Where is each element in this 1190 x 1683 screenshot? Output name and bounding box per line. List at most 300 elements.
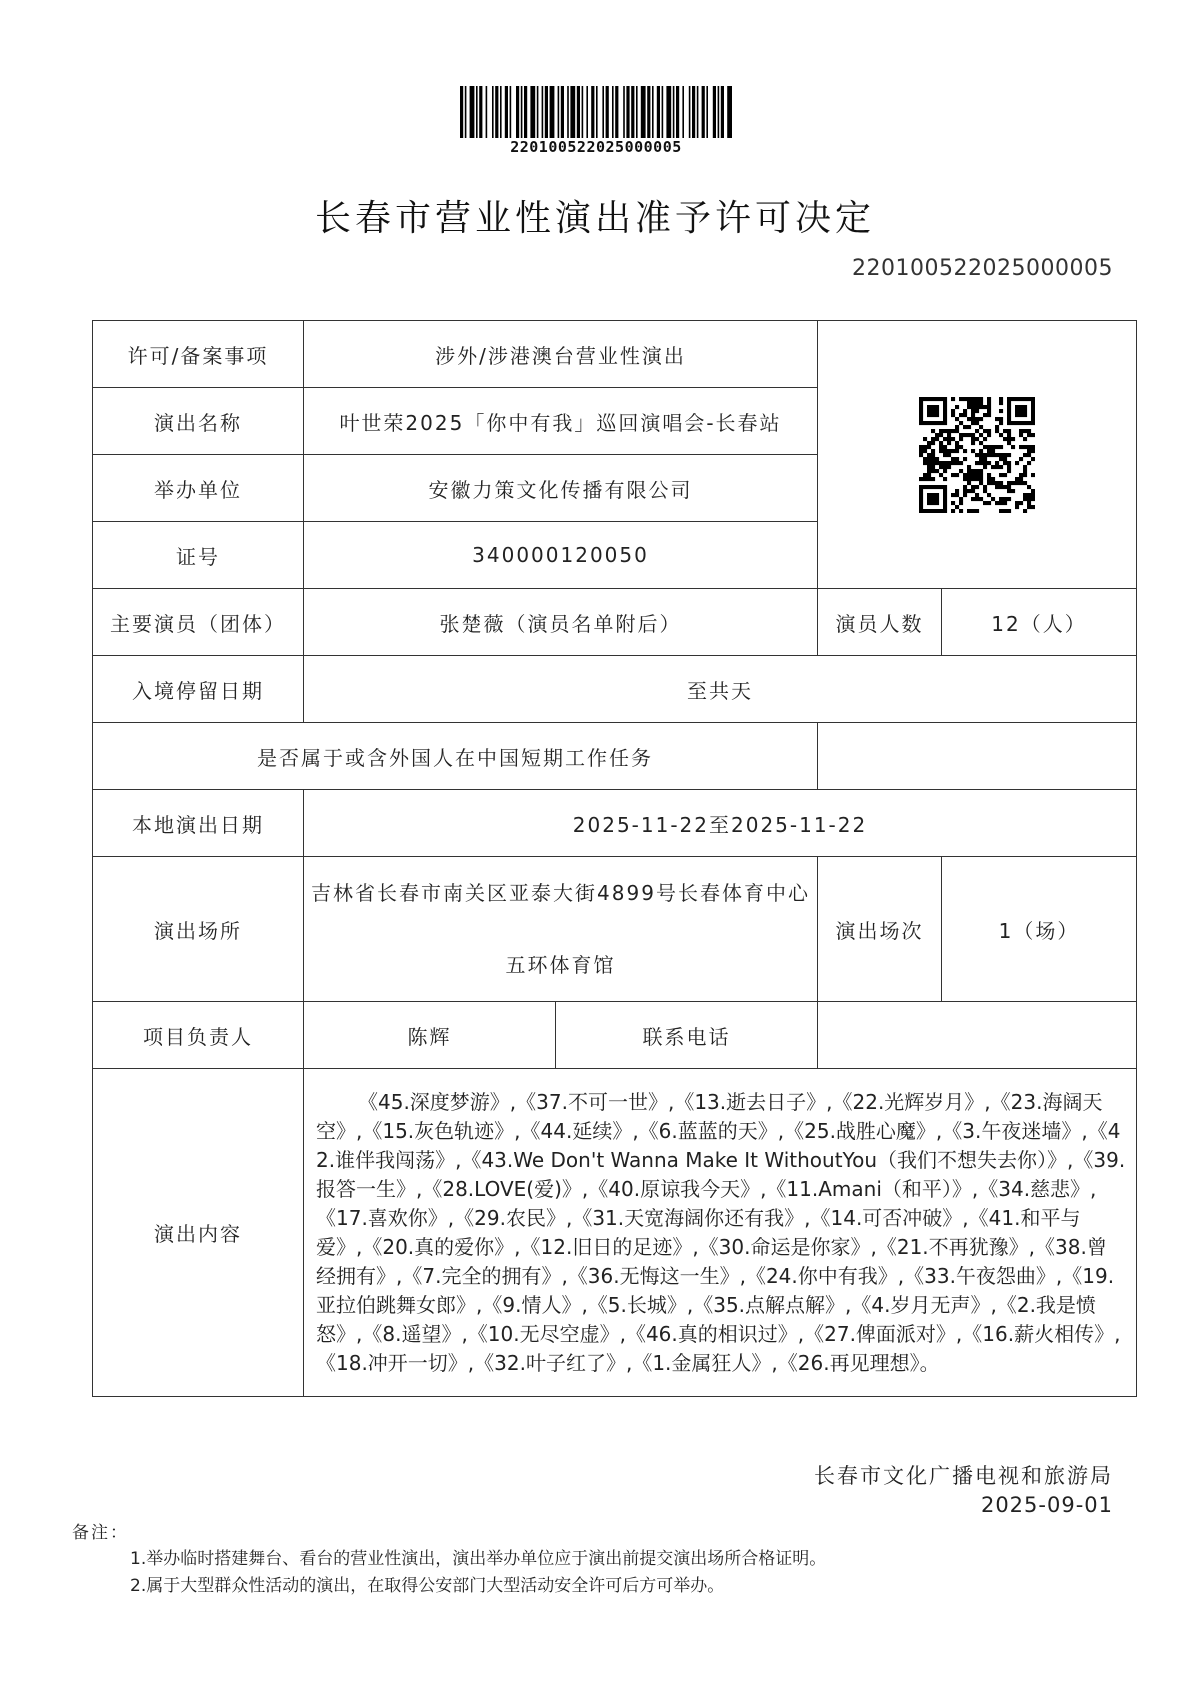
barcode-bar xyxy=(505,86,508,138)
qr-module xyxy=(963,425,967,429)
qr-finder-module xyxy=(943,485,947,489)
barcode-bar xyxy=(676,86,679,138)
qr-finder-module xyxy=(1031,421,1035,425)
qr-finder-module xyxy=(1007,397,1011,401)
qr-finder-module xyxy=(939,485,943,489)
qr-module xyxy=(999,401,1003,405)
qr-module xyxy=(979,497,983,501)
qr-module xyxy=(975,453,979,457)
qr-cell xyxy=(818,321,1137,589)
qr-finder-module xyxy=(943,489,947,493)
qr-module xyxy=(967,401,971,405)
qr-finder-module xyxy=(935,421,939,425)
qr-finder-module xyxy=(919,489,923,493)
qr-module xyxy=(1023,429,1027,433)
qr-module xyxy=(1003,453,1007,457)
qr-module xyxy=(1007,509,1011,513)
qr-finder-module xyxy=(927,405,931,409)
qr-module xyxy=(987,409,991,413)
qr-module xyxy=(943,449,947,453)
qr-module xyxy=(959,421,963,425)
qr-module xyxy=(951,413,955,417)
qr-finder-module xyxy=(1019,405,1023,409)
qr-module xyxy=(963,485,967,489)
qr-module xyxy=(983,413,987,417)
note-1: 1.举办临时搭建舞台、看台的营业性演出，演出举办单位应于演出前提交演出场所合格证明。 xyxy=(130,1549,827,1569)
qr-finder-module xyxy=(1015,405,1019,409)
qr-module xyxy=(995,425,999,429)
qr-module xyxy=(983,485,987,489)
qr-module xyxy=(1023,509,1027,513)
qr-module xyxy=(987,405,991,409)
qr-module xyxy=(1007,485,1011,489)
qr-module xyxy=(931,461,935,465)
qr-module xyxy=(955,505,959,509)
issue-date: 2025-09-01 xyxy=(980,1493,1113,1517)
qr-module xyxy=(1027,485,1031,489)
qr-module xyxy=(943,469,947,473)
qr-module xyxy=(999,453,1003,457)
qr-module xyxy=(955,461,959,465)
qr-module xyxy=(1003,429,1007,433)
qr-module xyxy=(979,457,983,461)
qr-module xyxy=(919,477,923,481)
barcode-bar xyxy=(577,86,580,138)
qr-finder-module xyxy=(943,497,947,501)
qr-module xyxy=(1007,453,1011,457)
qr-module xyxy=(939,433,943,437)
qr-finder-module xyxy=(919,401,923,405)
row-foreigner-work xyxy=(93,723,1137,790)
qr-module xyxy=(1007,469,1011,473)
qr-finder-module xyxy=(919,421,923,425)
qr-module xyxy=(951,509,955,513)
qr-module xyxy=(955,473,959,477)
qr-module xyxy=(971,497,975,501)
qr-module xyxy=(923,461,927,465)
qr-module xyxy=(951,449,955,453)
qr-module xyxy=(935,437,939,441)
qr-module xyxy=(975,437,979,441)
qr-module xyxy=(967,417,971,421)
qr-module xyxy=(1011,437,1015,441)
qr-module xyxy=(947,461,951,465)
qr-module xyxy=(971,413,975,417)
qr-module xyxy=(939,441,943,445)
qr-module xyxy=(999,457,1003,461)
qr-module xyxy=(979,433,983,437)
qr-module xyxy=(951,437,955,441)
qr-module xyxy=(995,461,999,465)
qr-module xyxy=(1015,505,1019,509)
qr-module xyxy=(935,469,939,473)
row-performers xyxy=(93,589,1137,656)
qr-module xyxy=(987,453,991,457)
qr-module xyxy=(991,477,995,481)
qr-module xyxy=(971,485,975,489)
barcode-bar xyxy=(673,86,675,138)
value-license: 340000120050 xyxy=(304,522,818,589)
qr-module xyxy=(987,477,991,481)
qr-module xyxy=(1027,505,1031,509)
qr-module xyxy=(1011,445,1015,449)
label-local-dates: 本地演出日期 xyxy=(93,790,304,857)
row-venue xyxy=(93,857,1137,1002)
barcode-bar xyxy=(612,86,614,138)
qr-module xyxy=(955,405,959,409)
qr-module xyxy=(931,453,935,457)
qr-module xyxy=(971,437,975,441)
qr-module xyxy=(955,445,959,449)
barcode-bar xyxy=(530,86,535,138)
qr-module xyxy=(919,453,923,457)
qr-module xyxy=(955,449,959,453)
barcode-bar xyxy=(567,86,569,138)
qr-module xyxy=(1003,457,1007,461)
qr-module xyxy=(1031,433,1035,437)
qr-finder-module xyxy=(919,397,923,401)
qr-finder-module xyxy=(919,409,923,413)
qr-finder-module xyxy=(943,421,947,425)
qr-module xyxy=(947,433,951,437)
label-permit-item: 许可/备案事项 xyxy=(93,321,304,388)
qr-module xyxy=(999,501,1003,505)
qr-finder-module xyxy=(931,409,935,413)
value-local-dates: 2025-11-22至2025-11-22 xyxy=(304,790,1137,857)
qr-module xyxy=(955,425,959,429)
qr-finder-module xyxy=(1023,421,1027,425)
qr-module xyxy=(947,441,951,445)
barcode-bar xyxy=(623,86,625,138)
qr-module xyxy=(959,501,963,505)
qr-module xyxy=(955,429,959,433)
qr-finder-module xyxy=(1015,421,1019,425)
qr-module xyxy=(1015,501,1019,505)
qr-module xyxy=(979,441,983,445)
qr-module xyxy=(943,445,947,449)
qr-module xyxy=(927,473,931,477)
qr-module xyxy=(987,461,991,465)
qr-module xyxy=(935,461,939,465)
qr-module xyxy=(979,469,983,473)
qr-module xyxy=(975,429,979,433)
qr-module xyxy=(979,461,983,465)
qr-module xyxy=(967,465,971,469)
qr-module xyxy=(967,489,971,493)
qr-module xyxy=(995,501,999,505)
qr-finder-module xyxy=(931,421,935,425)
qr-finder-module xyxy=(927,501,931,505)
qr-module xyxy=(1031,445,1035,449)
qr-module xyxy=(1019,445,1023,449)
qr-module xyxy=(983,429,987,433)
qr-finder-module xyxy=(939,397,943,401)
barcode-bar xyxy=(657,86,660,138)
qr-finder-module xyxy=(923,421,927,425)
qr-finder-module xyxy=(1007,421,1011,425)
qr-finder-module xyxy=(1019,421,1023,425)
qr-module xyxy=(1007,497,1011,501)
qr-module xyxy=(963,413,967,417)
qr-module xyxy=(975,509,979,513)
qr-module xyxy=(1023,473,1027,477)
qr-module xyxy=(975,409,979,413)
qr-module xyxy=(931,437,935,441)
qr-module xyxy=(951,457,955,461)
qr-finder-module xyxy=(919,505,923,509)
qr-module xyxy=(959,469,963,473)
qr-module xyxy=(1007,465,1011,469)
qr-module xyxy=(979,481,983,485)
qr-finder-module xyxy=(1007,417,1011,421)
qr-module xyxy=(1019,481,1023,485)
label-performer-count: 演员人数 xyxy=(818,589,942,656)
qr-module xyxy=(975,405,979,409)
qr-finder-module xyxy=(1007,409,1011,413)
qr-module xyxy=(951,501,955,505)
qr-module xyxy=(987,429,991,433)
document-title: 长春市营业性演出准予许可决定 xyxy=(314,198,875,239)
qr-module xyxy=(983,405,987,409)
qr-module xyxy=(983,461,987,465)
barcode-bar xyxy=(647,86,650,138)
qr-module xyxy=(975,477,979,481)
qr-finder-module xyxy=(931,413,935,417)
barcode xyxy=(458,86,734,138)
value-permit-item: 涉外/涉港澳台营业性演出 xyxy=(304,321,818,388)
qr-module xyxy=(975,417,979,421)
barcode-bar xyxy=(558,86,560,138)
qr-module xyxy=(975,401,979,405)
qr-finder-module xyxy=(935,485,939,489)
barcode-bar xyxy=(641,86,646,138)
qr-module xyxy=(1019,501,1023,505)
qr-module xyxy=(967,477,971,481)
qr-module xyxy=(999,473,1003,477)
qr-module xyxy=(975,497,979,501)
qr-module xyxy=(959,437,963,441)
qr-finder-module xyxy=(1031,409,1035,413)
qr-module xyxy=(1007,441,1011,445)
qr-finder-module xyxy=(943,501,947,505)
qr-module xyxy=(975,473,979,477)
qr-module xyxy=(931,469,935,473)
qr-module xyxy=(967,473,971,477)
qr-module xyxy=(1023,497,1027,501)
qr-module xyxy=(943,453,947,457)
barcode-bar xyxy=(682,86,684,138)
qr-finder-module xyxy=(919,493,923,497)
barcode-number: 220100522025000005 xyxy=(510,138,682,156)
qr-module xyxy=(1031,457,1035,461)
qr-module xyxy=(1027,497,1031,501)
qr-finder-module xyxy=(935,409,939,413)
qr-module xyxy=(939,465,943,469)
qr-module xyxy=(1003,497,1007,501)
qr-module xyxy=(947,429,951,433)
value-manager: 陈辉 xyxy=(304,1002,556,1069)
qr-finder-module xyxy=(943,409,947,413)
qr-module xyxy=(1011,481,1015,485)
barcode-bar xyxy=(706,86,708,138)
qr-module xyxy=(943,461,947,465)
qr-module xyxy=(987,493,991,497)
qr-module xyxy=(987,501,991,505)
qr-finder-module xyxy=(1031,413,1035,417)
qr-module xyxy=(999,417,1003,421)
qr-finder-module xyxy=(943,397,947,401)
qr-module xyxy=(1019,457,1023,461)
qr-module xyxy=(1007,489,1011,493)
qr-module xyxy=(927,445,931,449)
qr-module xyxy=(943,429,947,433)
row-permit-item xyxy=(93,321,1137,388)
qr-module xyxy=(923,477,927,481)
qr-module xyxy=(931,477,935,481)
qr-finder-module xyxy=(919,405,923,409)
qr-module xyxy=(987,413,991,417)
qr-module xyxy=(1027,501,1031,505)
qr-finder-module xyxy=(935,497,939,501)
barcode-bar xyxy=(570,86,575,138)
qr-finder-module xyxy=(919,497,923,501)
qr-finder-module xyxy=(1023,413,1027,417)
qr-finder-module xyxy=(1019,413,1023,417)
qr-module xyxy=(959,397,963,401)
qr-module xyxy=(1027,429,1031,433)
qr-module xyxy=(979,417,983,421)
qr-module xyxy=(987,397,991,401)
qr-module xyxy=(991,481,995,485)
issuing-agency: 长春市文化广播电视和旅游局 xyxy=(814,1464,1113,1488)
barcode-bar xyxy=(689,86,691,138)
qr-module xyxy=(955,489,959,493)
qr-module xyxy=(983,437,987,441)
label-performers: 主要演员（团体） xyxy=(93,589,304,656)
barcode-bar xyxy=(631,86,634,138)
qr-module xyxy=(943,477,947,481)
qr-module xyxy=(975,469,979,473)
barcode-bar xyxy=(721,86,724,138)
qr-module xyxy=(1023,469,1027,473)
qr-finder-module xyxy=(923,397,927,401)
barcode-bar xyxy=(492,86,494,138)
qr-module xyxy=(975,461,979,465)
qr-finder-module xyxy=(919,509,923,513)
value-stay-period: 至共天 xyxy=(304,656,1137,723)
qr-module xyxy=(971,473,975,477)
qr-module xyxy=(987,433,991,437)
value-show-name: 叶世荣2025「你中有我」巡回演唱会-长春站 xyxy=(304,388,818,455)
qr-finder-module xyxy=(931,493,935,497)
qr-module xyxy=(959,445,963,449)
value-performer-count: 12（人） xyxy=(942,589,1137,656)
barcode-bar xyxy=(626,86,629,138)
qr-module xyxy=(971,469,975,473)
qr-module xyxy=(991,449,995,453)
qr-module xyxy=(923,445,927,449)
qr-finder-module xyxy=(1015,397,1019,401)
qr-finder-module xyxy=(1015,409,1019,413)
qr-module xyxy=(971,433,975,437)
qr-module xyxy=(943,437,947,441)
qr-module xyxy=(931,429,935,433)
qr-module xyxy=(995,485,999,489)
qr-finder-module xyxy=(943,493,947,497)
qr-module xyxy=(991,497,995,501)
barcode-bar xyxy=(697,86,699,138)
barcode-bar xyxy=(582,86,584,138)
qr-module xyxy=(999,421,1003,425)
barcode-bar xyxy=(524,86,527,138)
qr-module xyxy=(995,481,999,485)
qr-module xyxy=(955,417,959,421)
qr-finder-module xyxy=(927,409,931,413)
qr-module xyxy=(959,433,963,437)
barcode-bar xyxy=(692,86,695,138)
qr-finder-module xyxy=(1031,401,1035,405)
qr-module xyxy=(947,449,951,453)
qr-module xyxy=(999,465,1003,469)
qr-finder-module xyxy=(919,417,923,421)
qr-finder-module xyxy=(943,405,947,409)
qr-module xyxy=(923,473,927,477)
qr-finder-module xyxy=(923,485,927,489)
note-2: 2.属于大型群众性活动的演出，在取得公安部门大型活动安全许可后方可举办。 xyxy=(130,1576,725,1596)
qr-module xyxy=(1019,429,1023,433)
row-content xyxy=(93,1069,1137,1397)
qr-module xyxy=(1003,485,1007,489)
barcode-bar xyxy=(550,86,555,138)
row-manager xyxy=(93,1002,1137,1069)
qr-module xyxy=(963,449,967,453)
qr-module xyxy=(939,445,943,449)
qr-module xyxy=(947,465,951,469)
qr-finder-module xyxy=(931,405,935,409)
qr-module xyxy=(967,425,971,429)
qr-finder-module xyxy=(1007,405,1011,409)
barcode-bar xyxy=(636,86,638,138)
qr-module xyxy=(1031,489,1035,493)
qr-module xyxy=(1007,461,1011,465)
qr-module xyxy=(979,477,983,481)
label-sessions: 演出场次 xyxy=(818,857,942,1002)
qr-module xyxy=(1007,437,1011,441)
qr-module xyxy=(923,457,927,461)
qr-finder-module xyxy=(919,413,923,417)
qr-finder-module xyxy=(943,509,947,513)
row-stay-period xyxy=(93,656,1137,723)
qr-module xyxy=(1023,453,1027,457)
qr-module xyxy=(931,457,935,461)
qr-finder-module xyxy=(1027,397,1031,401)
qr-finder-module xyxy=(939,509,943,513)
qr-module xyxy=(1027,493,1031,497)
barcode-bar xyxy=(510,86,512,138)
qr-module xyxy=(967,481,971,485)
qr-module xyxy=(931,465,935,469)
qr-finder-module xyxy=(1023,409,1027,413)
qr-module xyxy=(939,461,943,465)
qr-finder-module xyxy=(935,501,939,505)
qr-module xyxy=(971,417,975,421)
qr-module xyxy=(971,409,975,413)
qr-module xyxy=(971,477,975,481)
qr-code xyxy=(919,397,1035,513)
qr-module xyxy=(971,397,975,401)
qr-module xyxy=(971,405,975,409)
label-phone: 联系电话 xyxy=(556,1002,818,1069)
